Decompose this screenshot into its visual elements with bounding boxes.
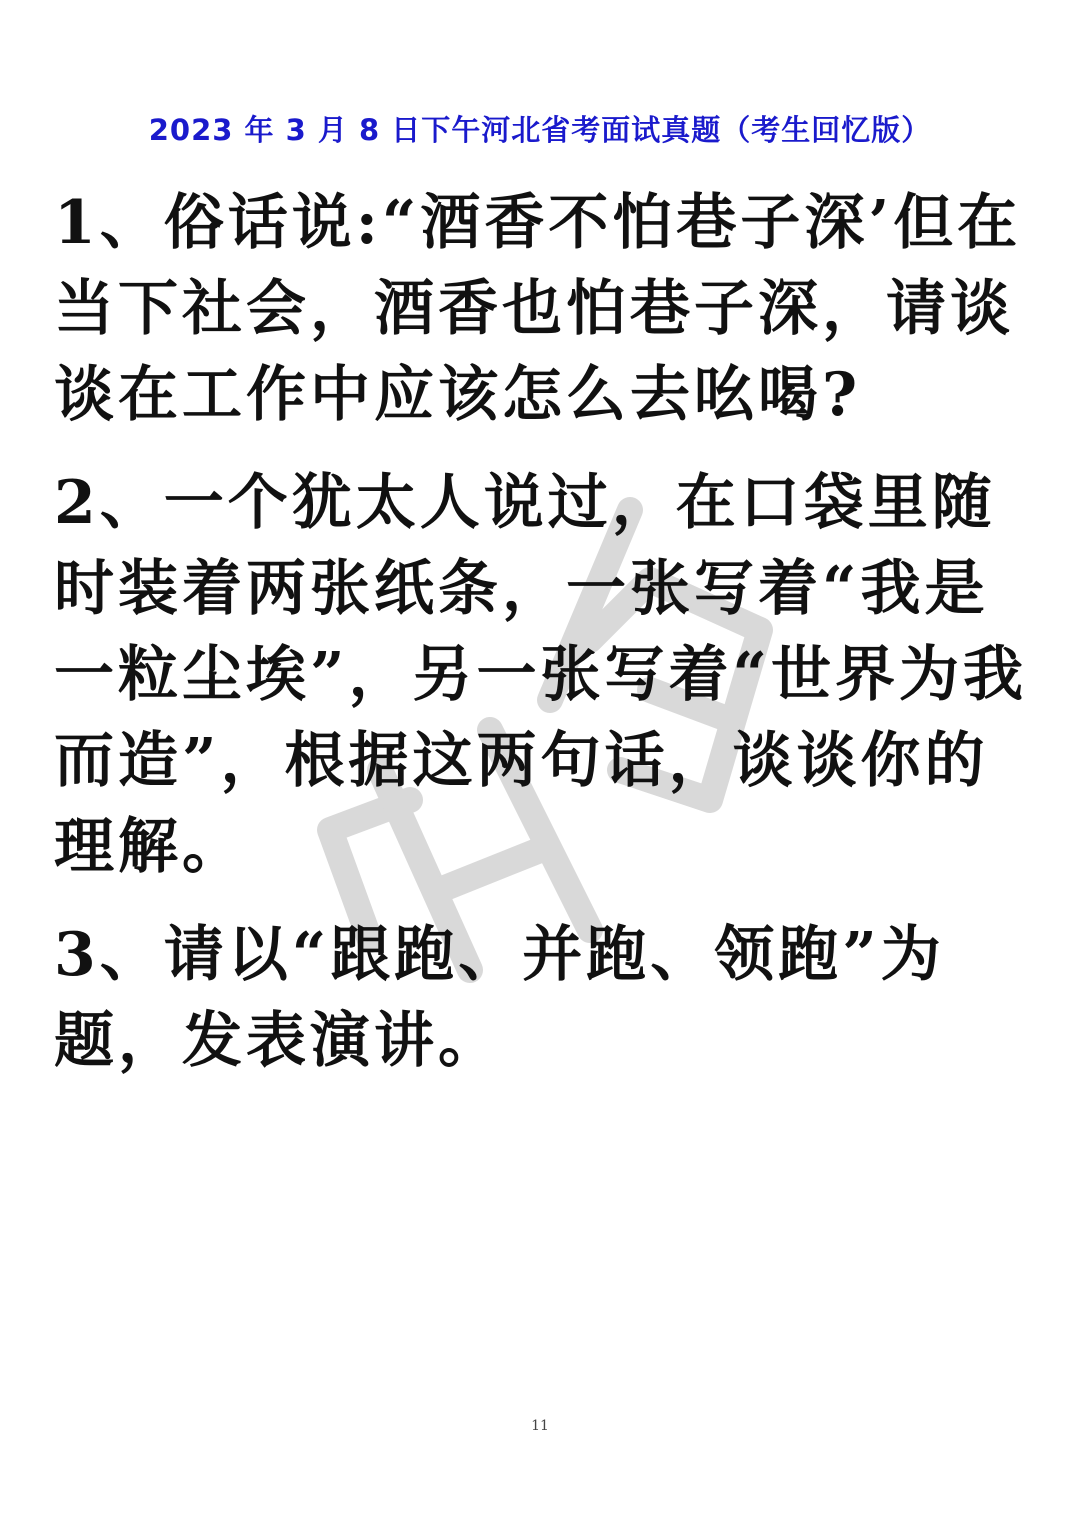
question-1: 1、俗话说:“酒香不怕巷子深’但在当下社会，酒香也怕巷子深，请谈谈在工作中应该怎么去吆喝? [54,188,1022,430]
question-3: 3、请以“跟跑、并跑、领跑”为题，发表演讲。 [54,920,945,1076]
question-2: 2、一个犹太人说过，在口袋里随时装着两张纸条，一张写着“我是一粒尘埃”，另一张写着“世界为我而造”，根据这两句话，谈谈你的理解。 [54,468,1028,882]
document-title: 2023 年 3 月 8 日下午河北省考面试真题（考生回忆版） [148,113,932,147]
page-number: 11 [531,1418,549,1434]
question-list [54,180,1034,1106]
